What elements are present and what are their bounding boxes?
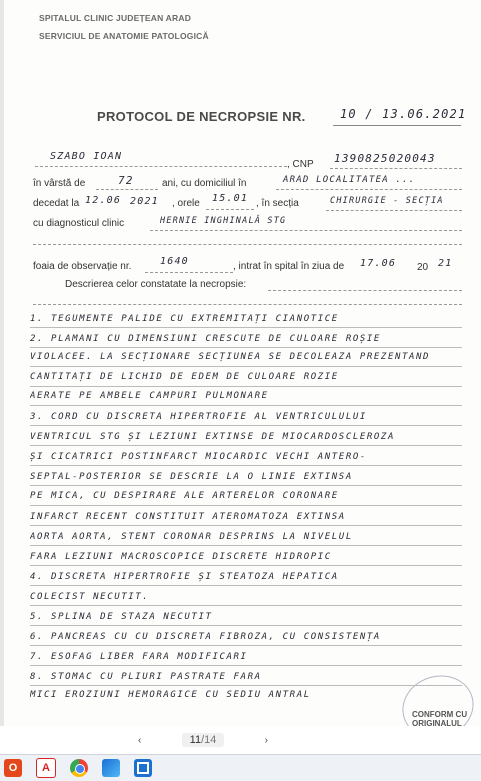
- domicile-value: ARAD LOCALITATEA ...: [283, 175, 416, 185]
- diagnosis-label: cu diagnosticul clinic: [33, 218, 125, 229]
- ruled-line: [30, 645, 462, 646]
- page-navigator: [138, 730, 268, 750]
- description-label: Descrierea celor constatate la necropsie:: [65, 279, 247, 290]
- admitted-year: 21: [438, 258, 453, 269]
- taskbar: [0, 754, 481, 781]
- photos-icon[interactable]: [102, 759, 120, 777]
- department-name: SERVICIUL DE ANATOMIE PATOLOGICĂ: [39, 31, 209, 41]
- ruled-line: [30, 525, 462, 526]
- ruled-line: [30, 685, 462, 686]
- next-page-button[interactable]: ›: [264, 734, 268, 746]
- finding-line: 2. PLĂMÂNI CU DIMENSIUNI CRESCUTE DE CULOARE ROȘIE: [30, 334, 381, 344]
- patient-name: SZABO IOAN: [50, 151, 123, 162]
- section-line: [326, 210, 462, 211]
- ruled-line: [30, 405, 462, 406]
- finding-line: 6. PANCREAS CU CU DISCRETĂ FIBROZĂ, CU CONSISTENȚĂ: [30, 632, 381, 642]
- section-label: , în secția: [256, 198, 299, 209]
- observation-value: 1640: [160, 256, 189, 267]
- ruled-line: [30, 505, 462, 506]
- finding-line: AERATE PE AMBELE CÂMPURI PULMONARE: [30, 391, 269, 401]
- finding-line: 7. ESOFAG LIBER FĂRĂ MODIFICĂRI: [30, 652, 248, 662]
- chrome-icon[interactable]: [70, 759, 88, 777]
- finding-line: PE MICĂ, CU DESPIRARE ALE ARTERELOR CORONARE: [30, 491, 339, 501]
- age-value: 72: [118, 174, 134, 187]
- finding-line: 3. CORD CU DISCRETĂ HIPERTROFIE AL VENTRICULULUI: [30, 412, 367, 422]
- finding-line: COLECIST NECUTIT.: [30, 592, 150, 602]
- ruled-line: [30, 327, 462, 328]
- document-title: PROTOCOL DE NECROPSIE NR.: [97, 109, 306, 124]
- deceased-date: 12.06: [85, 195, 122, 206]
- ruled-line: [30, 565, 462, 566]
- deceased-year: 2021: [130, 196, 159, 207]
- section-value: CHIRURGIE - SECȚIA: [330, 196, 444, 206]
- diagnosis-value: HERNIE INGHINALĂ STG: [160, 216, 287, 226]
- ruled-line: [30, 485, 462, 486]
- office-icon[interactable]: O: [4, 759, 22, 777]
- page-indicator[interactable]: [182, 733, 225, 747]
- finding-line: VIOLACEE. LA SECȚIONARE SECȚIUNEA SE DECOLEAZĂ PREZENTÂND: [30, 352, 431, 362]
- admitted-day: 17.06: [360, 258, 397, 269]
- protocol-number-underline: [333, 125, 461, 126]
- finding-line: INFARCT RECENT CONSTITUIT ATEROMATOZĂ EXTINSĂ: [30, 512, 346, 522]
- hospital-name: SPITALUL CLINIC JUDEȚEAN ARAD: [39, 13, 192, 23]
- domicile-line: [276, 189, 462, 190]
- ruled-line: [30, 425, 462, 426]
- name-line: [35, 166, 287, 167]
- deceased-label: decedat la: [33, 198, 80, 209]
- cnp-line: [330, 168, 462, 169]
- ruled-line: [30, 545, 462, 546]
- ruled-line: [30, 605, 462, 606]
- age-label: în vârstă de: [33, 178, 86, 189]
- ruled-line: [30, 665, 462, 666]
- finding-line: SEPTAL-POSTERIOR SE DESCRIE LA O LINIE EXTINSĂ: [30, 472, 353, 482]
- ruled-line: [30, 625, 462, 626]
- cnp-value: 1390825020043: [334, 152, 436, 165]
- finding-line: FĂRĂ LEZIUNI MACROSCOPICE DISCRETE HIDROPIC: [30, 552, 332, 562]
- acrobat-icon[interactable]: A: [36, 758, 56, 778]
- finding-line: 5. SPLINĂ DE STAZĂ NECUTIT: [30, 612, 213, 622]
- protocol-number: 10 / 13.06.2021: [340, 107, 467, 121]
- finding-line: CANTITĂȚI DE LICHID DE EDEM DE CULOARE ROZIE: [30, 372, 339, 382]
- hour-line: [206, 209, 254, 210]
- ruled-line: [30, 445, 462, 446]
- finding-line: VENTRICUL STG ȘI LEZIUNI EXTINSE DE MIOCARDOSCLEROZĂ: [30, 432, 395, 442]
- page-edge-shadow: [0, 0, 4, 726]
- admitted-label: , intrat în spital în ziua de: [233, 261, 345, 272]
- ruled-line: [30, 585, 462, 586]
- app-icon[interactable]: [134, 759, 152, 777]
- stamp-label: CONFORM CU ORIGINALUL: [412, 710, 468, 726]
- finding-line: AORTĂ AORTĂ, STENT CORONAR DESPRINS LA NIVELUL: [30, 532, 353, 542]
- description-line-2: [33, 304, 462, 305]
- current-page-number[interactable]: 11: [189, 734, 202, 746]
- diagnosis-line: [150, 230, 462, 231]
- ruled-line: [30, 465, 462, 466]
- finding-line: MICI EROZIUNI HEMORAGICE CU SEDIU ANTRAL: [30, 690, 311, 700]
- cnp-label: , CNP: [287, 159, 314, 170]
- finding-line: 1. TEGUMENTE PALIDE CU EXTREMITĂȚI CIANOTICE: [30, 314, 339, 324]
- admitted-year-prefix: 20: [417, 262, 429, 273]
- observation-line: [145, 272, 233, 273]
- ruled-line: [30, 386, 462, 387]
- hour-value: 15.01: [212, 193, 249, 204]
- description-line: [268, 290, 462, 291]
- finding-line: 4. DISCRETĂ HIPERTROFIE ȘI STEATOZĂ HEPATICĂ: [30, 572, 339, 582]
- domicile-label: ani, cu domiciliul în: [162, 178, 247, 189]
- diagnosis-line-2: [33, 244, 462, 245]
- ruled-line: [30, 347, 462, 348]
- finding-line: ȘI CICATRICI POSTINFARCT MIOCARDIC VECHI ANTERO-: [30, 452, 367, 462]
- age-line: [96, 189, 158, 190]
- hour-label: , orele: [172, 198, 200, 209]
- ruled-line: [30, 366, 462, 367]
- previous-page-button[interactable]: ‹: [138, 734, 142, 746]
- observation-label: foaia de observație nr.: [33, 261, 132, 272]
- total-pages: /14: [201, 734, 217, 746]
- finding-line: 8. STOMAC CU PLIURI PĂSTRATE FĂRĂ: [30, 672, 262, 682]
